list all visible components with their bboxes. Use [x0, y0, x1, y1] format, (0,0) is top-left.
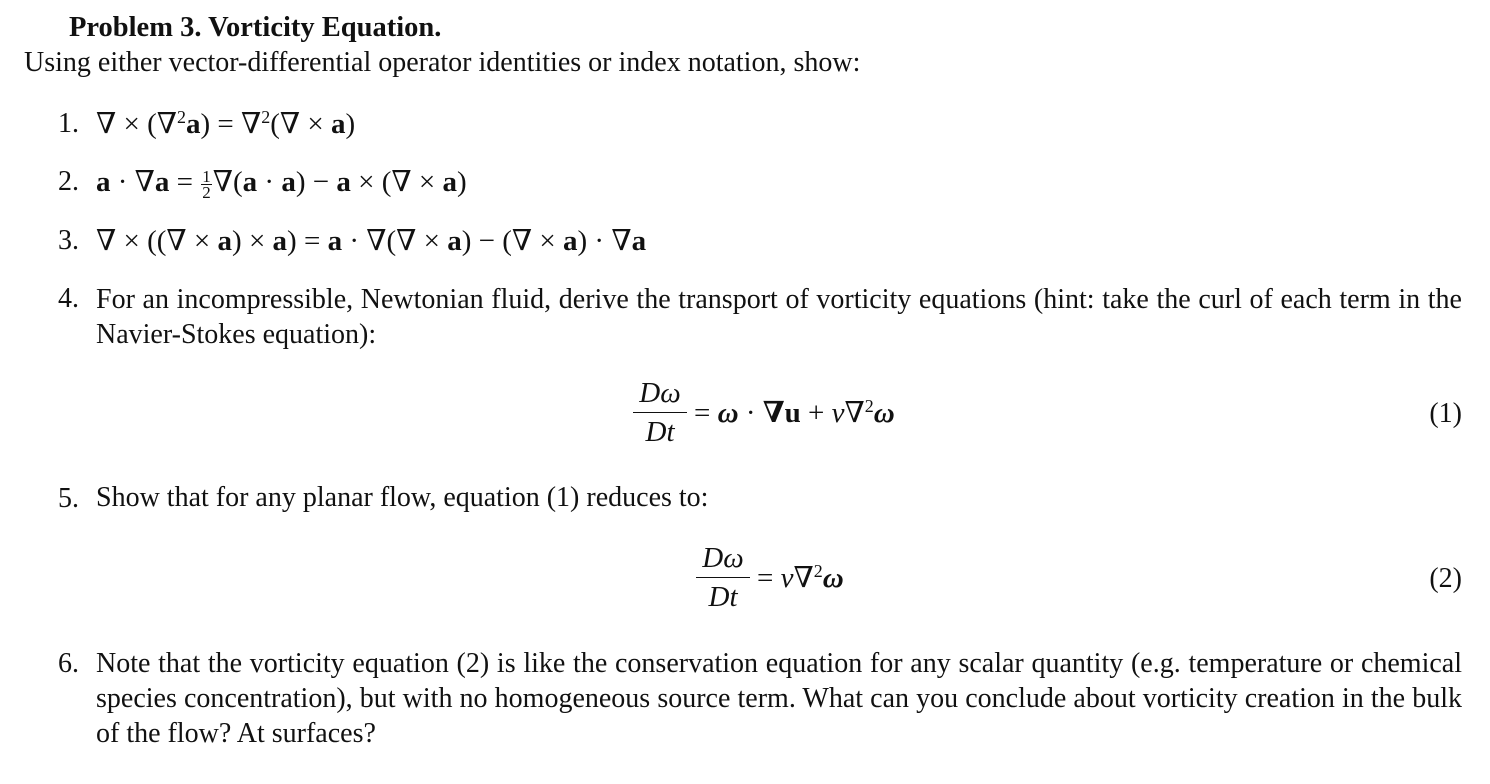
equation-1-denominator: Dt [645, 416, 675, 448]
equation-2-label: (2) [1429, 563, 1462, 594]
problem-intro: Using either vector-differential operator identities or index notation, show: [24, 47, 861, 78]
item-6-number: 6. [58, 648, 79, 679]
equation-2-denominator: Dt [708, 581, 738, 613]
problem-title: Problem 3. Vorticity Equation. [69, 12, 442, 43]
item-1-number: 1. [58, 108, 79, 139]
item-4-number: 4. [58, 283, 79, 314]
item-4-text: For an incompressible, Newtonian fluid, derive the transport of vorticity equations (hint: take the curl of each term in the Navier-Stokes equation): [96, 284, 1462, 350]
identity-3: ∇ × ((∇ × a) × a) = a · ∇(∇ × a) − (∇ × a) · ∇a [96, 225, 647, 257]
equation-1-rhs: = ω · ∇u + ν∇$^2$ω [694, 396, 895, 429]
equation-1-label: (1) [1429, 398, 1462, 429]
equation-2-rhs: = ν∇$^2$ω [757, 561, 844, 594]
equation-2-fraction [696, 541, 750, 614]
equation-1-fraction [633, 376, 687, 449]
equation-1-numerator: Dω [639, 377, 681, 409]
item-6-text: Note that the vorticity equation (2) is like the conservation equation for any scalar quantity (e.g. temperature or chemical species concentration), but with no homogeneous source term. What can you conclude about vorticity creation in the bulk of the flow? At surfaces? [96, 648, 1462, 749]
identity-1: ∇ × (∇$^2$a) = ∇$^2$(∇ × a) [96, 107, 356, 140]
equation-2-fraction-bar [696, 577, 750, 578]
item-5-text: Show that for any planar flow, equation (1) reduces to: [96, 482, 709, 513]
identity-2: a · ∇a = $\frac{1}{2}$ ∇(a · a) − a × (∇ × a) [96, 166, 467, 202]
item-3-number: 3. [58, 225, 79, 256]
item-2-number: 2. [58, 166, 79, 197]
equation-2-numerator: Dω [702, 542, 744, 574]
equation-1-fraction-bar [633, 412, 687, 413]
item-5-number: 5. [58, 483, 79, 514]
